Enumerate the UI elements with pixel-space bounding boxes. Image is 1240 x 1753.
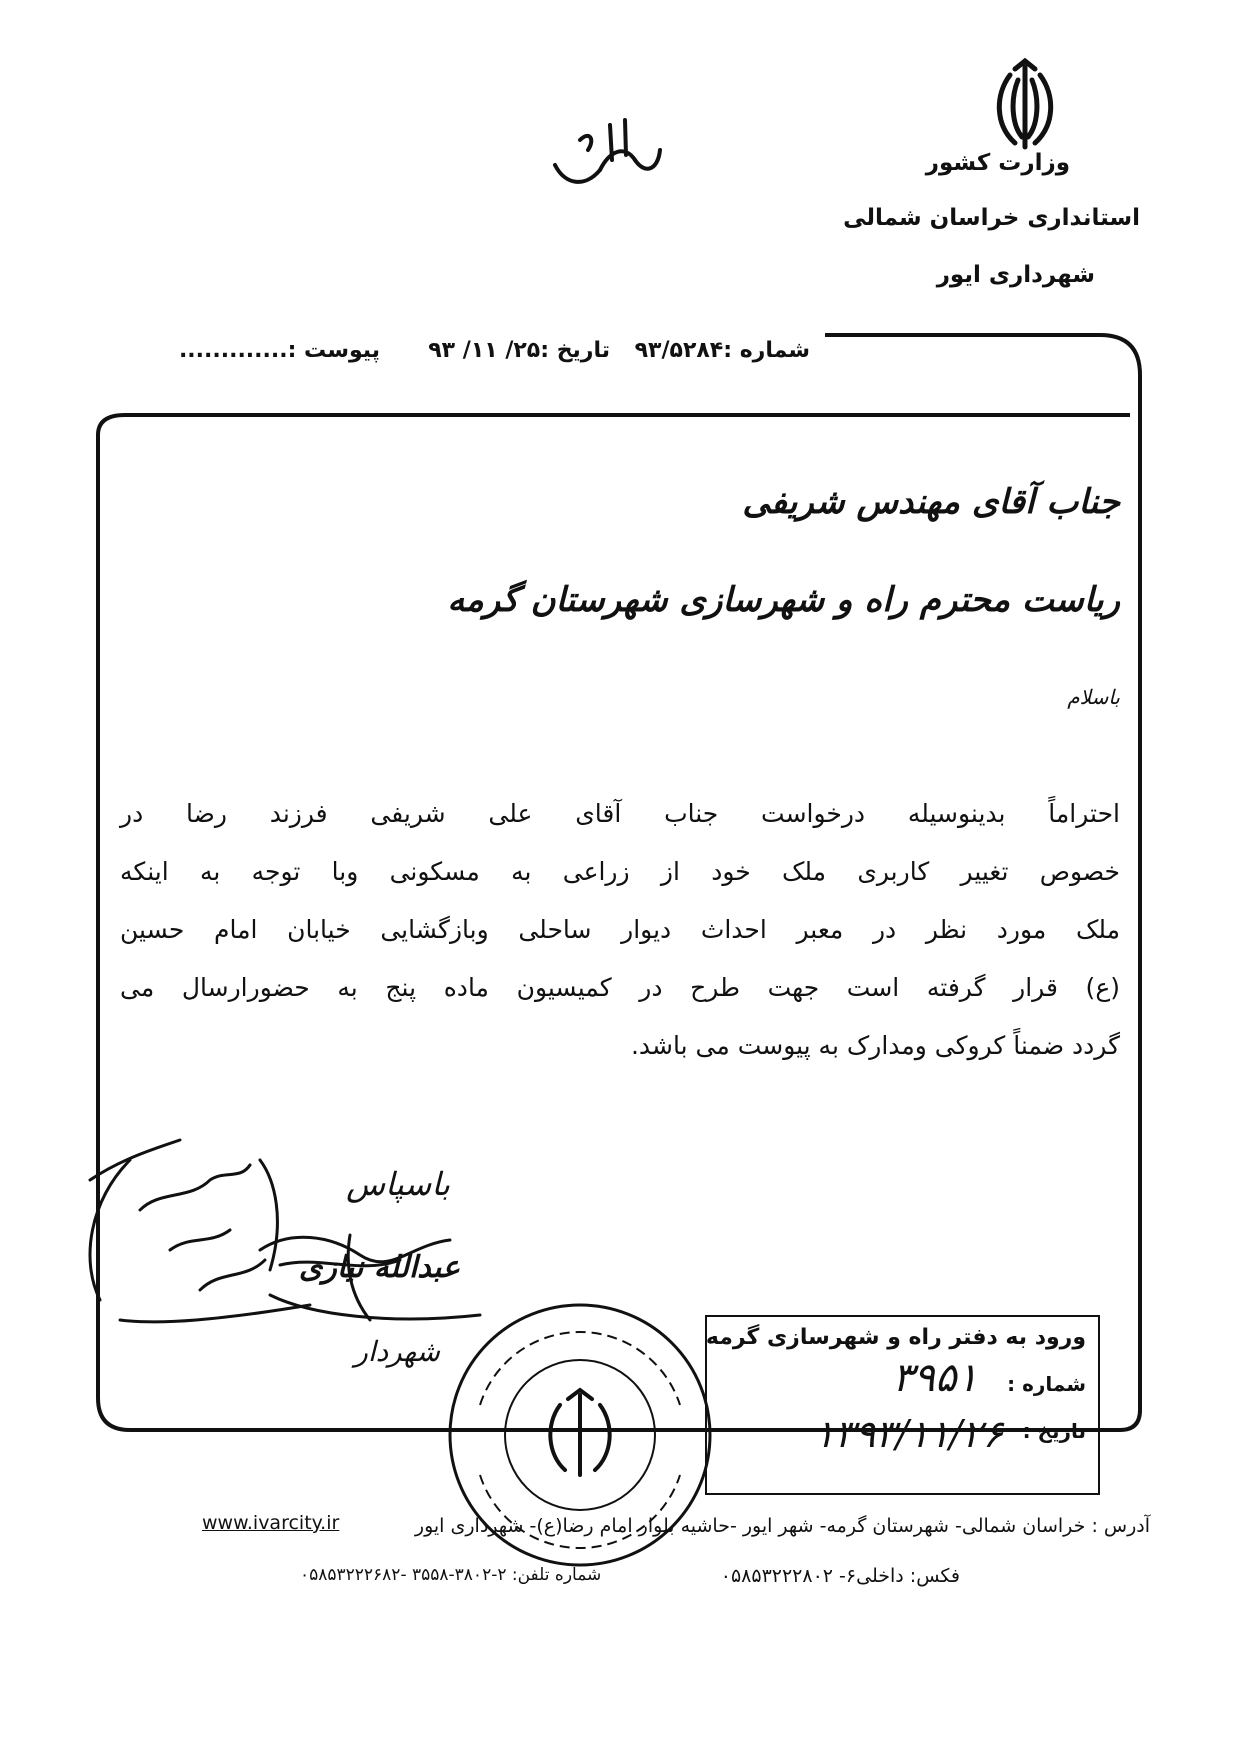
stamp-title: ورود به دفتر راه و شهرسازی گرمه (705, 1325, 1086, 1350)
stamp-date-label: تاریخ : (1022, 1419, 1086, 1443)
addressee-title: ریاست محترم راه و شهرسازی شهرستان گرمه (447, 580, 1120, 620)
stamp-number-value: ۳۹۵۱ (892, 1355, 978, 1401)
iran-emblem-icon (970, 55, 1080, 165)
letter-date: تاریخ :۲۵/ ۱۱/ ۹۳ (428, 338, 610, 363)
signer-title: شهردار (354, 1335, 440, 1368)
ministry-name: وزارت کشور (925, 150, 1070, 176)
body-line: گردد ضمناً کروکی ومدارک به پیوست می باشد. (630, 1031, 1120, 1060)
addressee-name: جناب آقای مهندس شریفی (742, 482, 1120, 522)
letter-number: شماره :۹۳/۵۲۸۴ (634, 338, 810, 363)
stamp-number-label: شماره : (1007, 1372, 1086, 1396)
body-line: خصوص تغییر کاربری ملک خود از زراعی به مسکونی وبا توجه به اینکه (120, 857, 1120, 886)
footer-phone: شماره تلفن: ۲-۳۸۰۲-۳۵۵۸ -۰۵۸۵۳۲۲۲۶۸۲ (300, 1565, 602, 1585)
letter-attachment: پیوست :............. (178, 338, 380, 363)
footer-fax: فکس: داخلی۶- ۰۵۸۵۳۲۲۲۸۰۲ (720, 1565, 960, 1587)
body-line: (ع) قرار گرفته است جهت طرح در کمیسیون ماده پنج به حضورارسال می (120, 973, 1120, 1002)
stamp-date-value: ۱۳۹۳/۱۱/۲۶ (814, 1412, 1003, 1456)
body-line: ملک مورد نظر در معبر احداث دیوار ساحلی وبازگشایی خیابان امام حسین (120, 915, 1120, 944)
footer-address: آدرس : خراسان شمالی- شهرستان گرمه- شهر ایور -حاشیه بلوار امام رضا(ع)- شهرداری ایور (414, 1515, 1150, 1537)
governorate-name: استانداری خراسان شمالی (843, 205, 1140, 231)
footer-website-link[interactable]: www.ivarcity.ir (202, 1512, 340, 1534)
body-line: احتراماً بدینوسیله درخواست جناب آقای علی شریفی فرزند رضا در (120, 799, 1120, 828)
greeting: باسلام (1067, 685, 1120, 709)
signer-name: عبدالله نیازی (298, 1250, 460, 1285)
receipt-stamp (705, 1315, 1100, 1495)
municipality-name: شهرداری ایور (936, 262, 1095, 288)
closing: باسپاس (346, 1165, 450, 1203)
letter-body (120, 785, 1120, 1075)
